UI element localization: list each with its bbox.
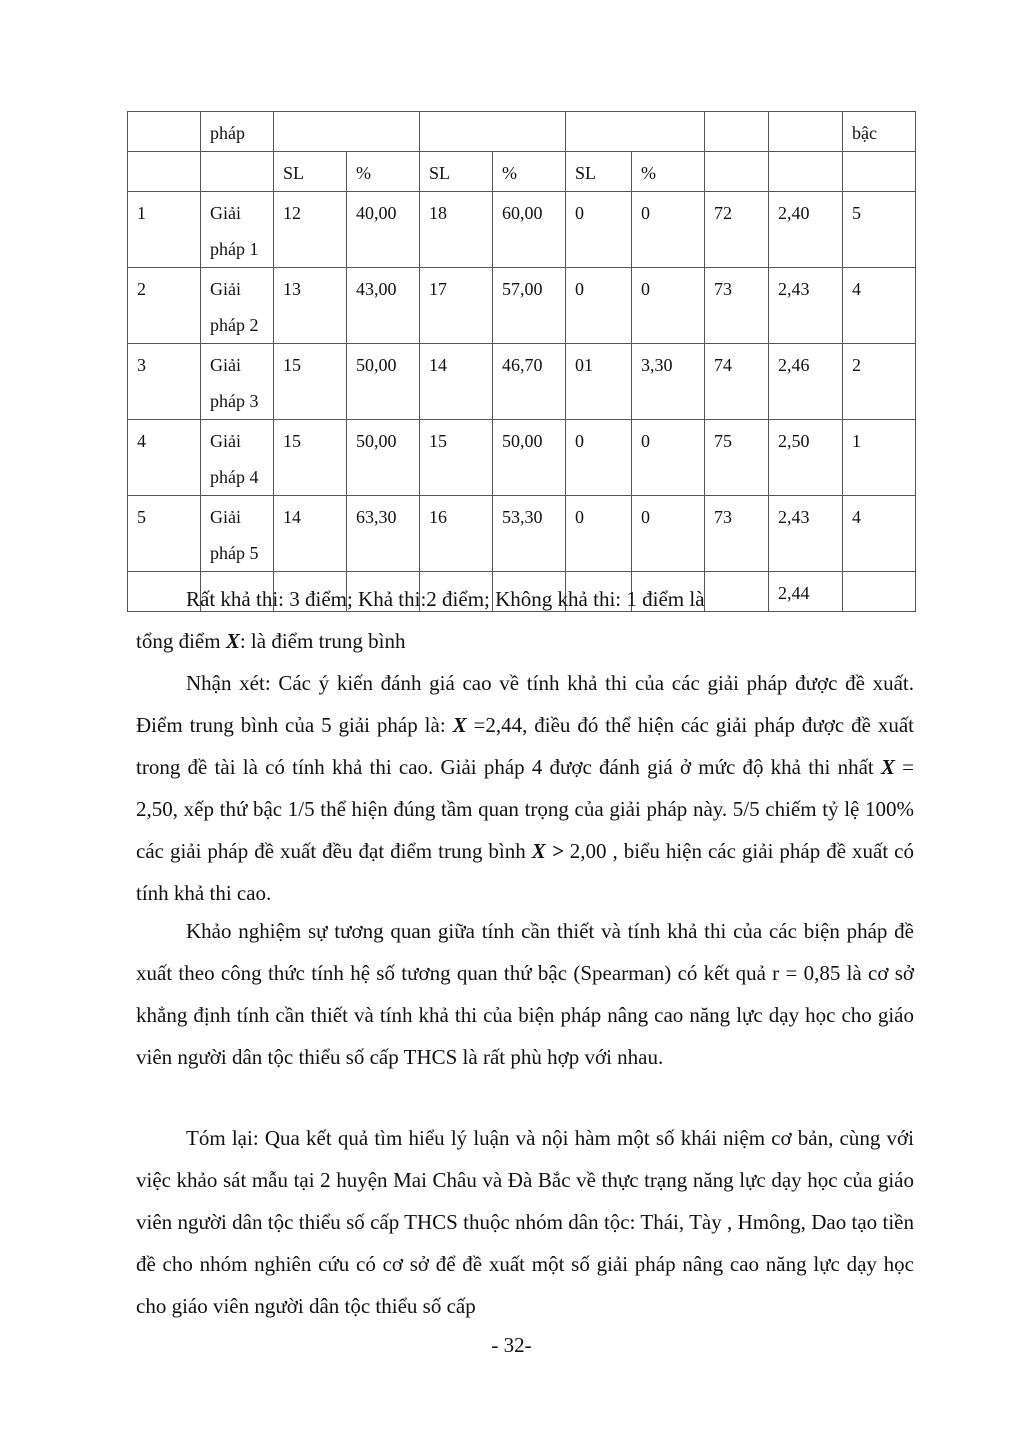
cell-avg: 2,50 [769, 420, 843, 496]
cell-percent: 0 [632, 496, 705, 572]
subheader-cell [201, 152, 274, 192]
header-cell-group-1 [274, 112, 420, 152]
cell-name: Giải pháp 2 [201, 268, 274, 344]
cell-avg: 2,46 [769, 344, 843, 420]
table-row [128, 192, 916, 268]
cell-percent: 53,30 [493, 496, 566, 572]
cell-count: 12 [274, 192, 347, 268]
cell-percent: 57,00 [493, 268, 566, 344]
subheader-cell [128, 152, 201, 192]
cell-stt: 2 [128, 268, 201, 344]
cell-percent: 60,00 [493, 192, 566, 268]
table-row [128, 420, 916, 496]
feasibility-table [127, 111, 916, 612]
cell-percent: 3,30 [632, 344, 705, 420]
cell-percent: 50,00 [493, 420, 566, 496]
cell-stt: 5 [128, 496, 201, 572]
cell-count: 01 [566, 344, 632, 420]
cell-avg: 2,43 [769, 268, 843, 344]
table-row [128, 344, 916, 420]
cell-count: 16 [420, 496, 493, 572]
cell-stt: 1 [128, 192, 201, 268]
cell-count: 15 [274, 344, 347, 420]
cell-rank: 2 [843, 344, 916, 420]
cell-count: 0 [566, 192, 632, 268]
cell-rank: 4 [843, 496, 916, 572]
cell-percent: 63,30 [347, 496, 420, 572]
correlation-paragraph: Khảo nghiệm sự tương quan giữa tính cần thiết và tính khả thi của các biện pháp đề xuất theo công thức tính hệ số tương quan thứ bậc (Spearman) có kết quả r = 0,85 là cơ sở khẳng định tính cần thiết và tính khả thi của biện pháp nâng cao năng lực dạy học cho giáo viên người dân tộc thiểu số cấp THCS là rất phù hợp với nhau. [136, 919, 914, 1069]
cell-total: 73 [705, 268, 769, 344]
header-cell-avg [769, 112, 843, 152]
cell-total: 73 [705, 496, 769, 572]
cell-rank: 1 [843, 420, 916, 496]
header-cell-name: pháp [201, 112, 274, 152]
header-cell-stt [128, 112, 201, 152]
x-bar-symbol: X [452, 713, 467, 737]
cell-avg: 2,43 [769, 496, 843, 572]
x-bar-symbol: X [880, 755, 895, 779]
cell-name: Giải pháp 3 [201, 344, 274, 420]
cell-count: 17 [420, 268, 493, 344]
cell-rank: 5 [843, 192, 916, 268]
cell-count: 0 [566, 496, 632, 572]
cell-count: 14 [420, 344, 493, 420]
summary-paragraph: Tóm lại: Qua kết quả tìm hiểu lý luận và nội hàm một số khái niệm cơ bản, cùng với việc khảo sát mẫu tại 2 huyện Mai Châu và Đà Bắc về thực trạng năng lực dạy học của giáo viên người dân tộc thiểu số cấp THCS thuộc nhóm dân tộc: Thái, Tày , Hmông, Dao tạo tiền đề cho nhóm nghiên cứu có cơ sở để đề xuất một số giải pháp nâng cao năng lực dạy học cho giáo viên người dân tộc thiểu số cấp [136, 1126, 914, 1318]
cell-percent: 0 [632, 192, 705, 268]
table-subheader-row [128, 152, 916, 192]
header-cell-total [705, 112, 769, 152]
cell-total: 72 [705, 192, 769, 268]
cell-percent: 50,00 [347, 420, 420, 496]
cell-count: 15 [420, 420, 493, 496]
table-row [128, 496, 916, 572]
cell-count: 13 [274, 268, 347, 344]
table-row [128, 268, 916, 344]
header-cell-group-3 [566, 112, 705, 152]
x-bar-symbol: X > [531, 839, 564, 863]
subheader-cell [769, 152, 843, 192]
cell-stt: 3 [128, 344, 201, 420]
cell-name: Giải pháp 4 [201, 420, 274, 496]
header-cell-rank: bậc [843, 112, 916, 152]
cell-percent: 50,00 [347, 344, 420, 420]
cell-count: 18 [420, 192, 493, 268]
cell-count: 15 [274, 420, 347, 496]
subheader-cell: SL [274, 152, 347, 192]
cell-total: 74 [705, 344, 769, 420]
cell-percent: 43,00 [347, 268, 420, 344]
subheader-cell [843, 152, 916, 192]
subheader-cell: SL [420, 152, 493, 192]
subheader-cell: SL [566, 152, 632, 192]
legend-line-1: Rất khả thi: 3 điểm; Khả thi:2 điểm; Không khả thi: 1 điểm là [186, 587, 705, 611]
footer-average-cell: 2,44 [769, 572, 843, 612]
cell-stt: 4 [128, 420, 201, 496]
cell-percent: 46,70 [493, 344, 566, 420]
header-cell-group-2 [420, 112, 566, 152]
subheader-cell [705, 152, 769, 192]
subheader-cell: % [493, 152, 566, 192]
table-header-row [128, 112, 916, 152]
cell-total: 75 [705, 420, 769, 496]
cell-avg: 2,40 [769, 192, 843, 268]
cell-name: Giải pháp 5 [201, 496, 274, 572]
x-bar-symbol: X [225, 629, 240, 653]
remark-paragraph: Nhận xét: Các ý kiến đánh giá cao về tính khả thi của các giải pháp được đề xuất. Điểm trung bình của 5 giải pháp là: X =2,44, điều đó thể hiện các giải pháp được đề xuất trong đề tài là có tính khả thi cao. Giải pháp 4 được đánh giá ở mức độ khả thi nhất X = 2,50, xếp thứ bậc 1/5 thể hiện đúng tầm quan trọng của giải pháp này. 5/5 chiếm tỷ lệ 100% các giải pháp đề xuất đều đạt điểm trung bình X > 2,00 , biểu hiện các giải pháp đề xuất có tính khả thi cao. [136, 671, 914, 905]
subheader-cell: % [632, 152, 705, 192]
cell-percent: 40,00 [347, 192, 420, 268]
cell-count: 14 [274, 496, 347, 572]
cell-rank: 4 [843, 268, 916, 344]
legend-line-2: tổng điểm X: là điểm trung bình [136, 629, 406, 653]
cell-percent: 0 [632, 268, 705, 344]
page-number: - 32- [491, 1333, 532, 1357]
cell-percent: 0 [632, 420, 705, 496]
cell-name: Giải pháp 1 [201, 192, 274, 268]
subheader-cell: % [347, 152, 420, 192]
cell-count: 0 [566, 420, 632, 496]
cell-count: 0 [566, 268, 632, 344]
